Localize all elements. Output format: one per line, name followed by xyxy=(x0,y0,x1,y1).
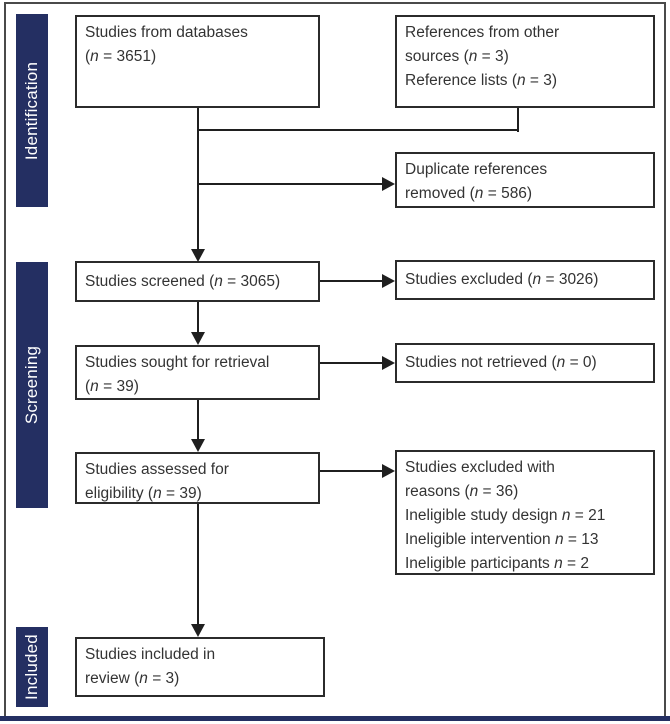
phase-label-text: Identification xyxy=(22,61,41,160)
connector-screened-to-excluded xyxy=(320,280,383,282)
box-line: Studies sought for retrieval xyxy=(85,354,270,371)
bottom-accent-rule xyxy=(0,716,670,721)
box-line: Studies screened (n = 3065) xyxy=(85,272,281,290)
box-line: Ineligible intervention n = 13 xyxy=(405,531,599,548)
box-line: Studies assessed for xyxy=(85,461,229,478)
flow-box-studies-excluded-with-reasons xyxy=(395,450,655,575)
connector-sought-to-assessed xyxy=(197,400,199,440)
flow-box-studies-from-databases xyxy=(75,15,320,108)
box-line: Studies excluded with xyxy=(405,459,555,476)
box-line: Studies excluded (n = 3026) xyxy=(405,271,599,288)
box-line: eligibility (n = 39) xyxy=(85,485,202,502)
box-line: (n = 3651) xyxy=(85,48,157,65)
phase-label-text: Screening xyxy=(22,345,41,425)
flow-box-references-other-sources xyxy=(395,15,655,108)
arrowhead-into-screened xyxy=(191,249,205,262)
arrowhead-into-included xyxy=(191,624,205,637)
arrowhead-into-assessed xyxy=(191,439,205,452)
phase-label-screening xyxy=(16,262,48,508)
phase-label-included xyxy=(16,627,48,707)
phase-label-text: Included xyxy=(22,634,41,700)
flow-box-studies-excluded xyxy=(395,260,655,300)
box-line: reasons (n = 36) xyxy=(405,483,519,500)
flow-box-studies-screened xyxy=(75,261,320,302)
flow-box-studies-included-review xyxy=(75,637,325,697)
arrowhead-into-excluded xyxy=(382,274,395,288)
box-line: References from other xyxy=(405,24,560,41)
box-line: removed (n = 586) xyxy=(405,185,533,202)
connector-to-duplicates xyxy=(198,183,383,185)
arrowhead-into-not-retrieved xyxy=(382,356,395,370)
flow-box-studies-assessed-eligibility xyxy=(75,452,320,504)
flow-box-studies-sought-retrieval xyxy=(75,345,320,400)
phase-label-identification xyxy=(16,14,48,207)
connector-assessed-to-included xyxy=(197,504,199,625)
connector-screened-to-sought xyxy=(197,302,199,333)
connector-assessed-to-excluded-reasons xyxy=(320,470,383,472)
box-line: Ineligible study design n = 21 xyxy=(405,507,606,524)
flow-box-studies-not-retrieved xyxy=(395,343,655,383)
arrowhead-into-sought xyxy=(191,332,205,345)
arrowhead-into-duplicates xyxy=(382,177,395,191)
box-line: review (n = 3) xyxy=(85,670,180,687)
box-line: Reference lists (n = 3) xyxy=(405,72,558,89)
arrowhead-into-excluded-reasons xyxy=(382,464,395,478)
box-line: Ineligible participants n = 2 xyxy=(405,555,589,572)
box-line: Studies not retrieved (n = 0) xyxy=(405,354,597,371)
flow-box-duplicates-removed xyxy=(395,152,655,208)
box-line: sources (n = 3) xyxy=(405,48,509,65)
connector-merge-horizontal xyxy=(197,129,519,131)
box-line: (n = 39) xyxy=(85,378,139,395)
connector-sought-to-not-retrieved xyxy=(320,362,383,364)
box-line: Duplicate references xyxy=(405,161,548,178)
box-line: Studies from databases xyxy=(85,24,248,41)
box-line: Studies included in xyxy=(85,646,216,663)
